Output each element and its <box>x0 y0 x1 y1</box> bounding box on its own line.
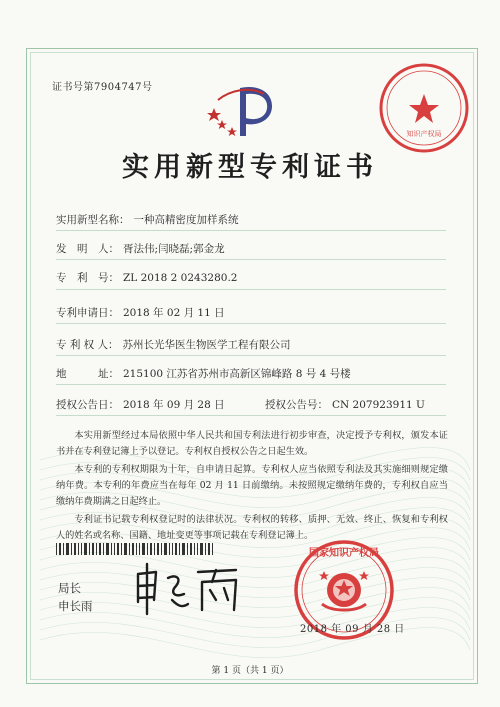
field-address <box>56 366 351 381</box>
body-paragraph-3: 专利证书记载专利权登记时的法律状况。专利权的转移、质押、无效、终止、恢复和专利权人的姓名或名称、国籍、地址变更等事项记载在专利登记簿上。 <box>56 514 448 541</box>
field-patentee <box>56 337 291 352</box>
field-patent-number <box>56 270 237 285</box>
divider <box>56 323 446 324</box>
issue-date: 2018 年 09 月 28 日 <box>300 624 405 635</box>
field-grant-date <box>56 397 225 412</box>
patent-office-logo-icon <box>206 80 276 142</box>
field-label: 地 址： <box>56 368 119 380</box>
divider <box>56 289 446 290</box>
field-label: 专 利 号： <box>56 272 119 284</box>
director-name: 申长雨 <box>58 599 93 613</box>
divider <box>56 415 446 416</box>
field-value: 一种高精密度加样系统 <box>133 214 239 226</box>
barcode-icon <box>56 543 216 555</box>
body-paragraph-1: 本实用新型经过本局依照中华人民共和国专利法进行初步审查，决定授予专利权，颁发本证书并在专利登记簿上予以登记。专利权自授权公告之日起生效。 <box>56 430 448 457</box>
field-filing-date <box>56 305 225 320</box>
field-label: 授权公告号： <box>265 399 328 411</box>
field-label: 专 利 权 人： <box>56 339 119 351</box>
director-title: 局长 <box>58 581 81 595</box>
field-label: 发 明 人： <box>56 243 119 255</box>
divider <box>56 230 446 231</box>
field-label: 实用新型名称： <box>56 214 130 226</box>
body-paragraph-2: 本专利的专利权期限为十年，自申请日起算。专利权人应当依照专利法及其实施细则规定缴纳年费。本专利的年费应当在每年 02 月 11 日前缴纳。未按照规定缴纳年费的，专利权自应当缴纳年费期满之日起终止。 <box>56 464 448 507</box>
field-value: 215100 江苏省苏州市高新区锦峰路 8 号 4 号楼 <box>123 368 351 380</box>
field-label: 授权公告日： <box>56 399 119 411</box>
field-value: 苏州长光华医生物医学工程有限公司 <box>122 339 291 351</box>
official-seal-top-icon <box>376 60 472 156</box>
field-value: 2018 年 02 月 11 日 <box>123 307 225 319</box>
page-title: 实用新型专利证书 <box>122 152 378 183</box>
divider <box>56 259 446 260</box>
director-signature-icon <box>132 560 252 616</box>
field-label: 专利申请日： <box>56 307 119 319</box>
divider <box>56 355 446 356</box>
certificate-body <box>56 428 448 546</box>
seal-big-text: 国家知识产权局 <box>309 548 379 559</box>
field-utility-model-name <box>56 212 239 227</box>
field-value: 2018 年 09 月 28 日 <box>123 399 225 411</box>
field-value: 胥法伟;闫晓磊;郭金龙 <box>123 243 225 255</box>
seal-top-text: 知识产权局 <box>406 130 442 138</box>
field-value: CN 207923911 U <box>332 399 425 411</box>
field-inventor <box>56 241 225 256</box>
divider <box>56 384 446 385</box>
certificate-number: 证书号第7904747号 <box>52 82 153 93</box>
field-value: ZL 2018 2 0243280.2 <box>123 272 238 284</box>
field-grant-number <box>265 397 425 412</box>
page-number: 第 1 页（共 1 页） <box>211 666 289 676</box>
